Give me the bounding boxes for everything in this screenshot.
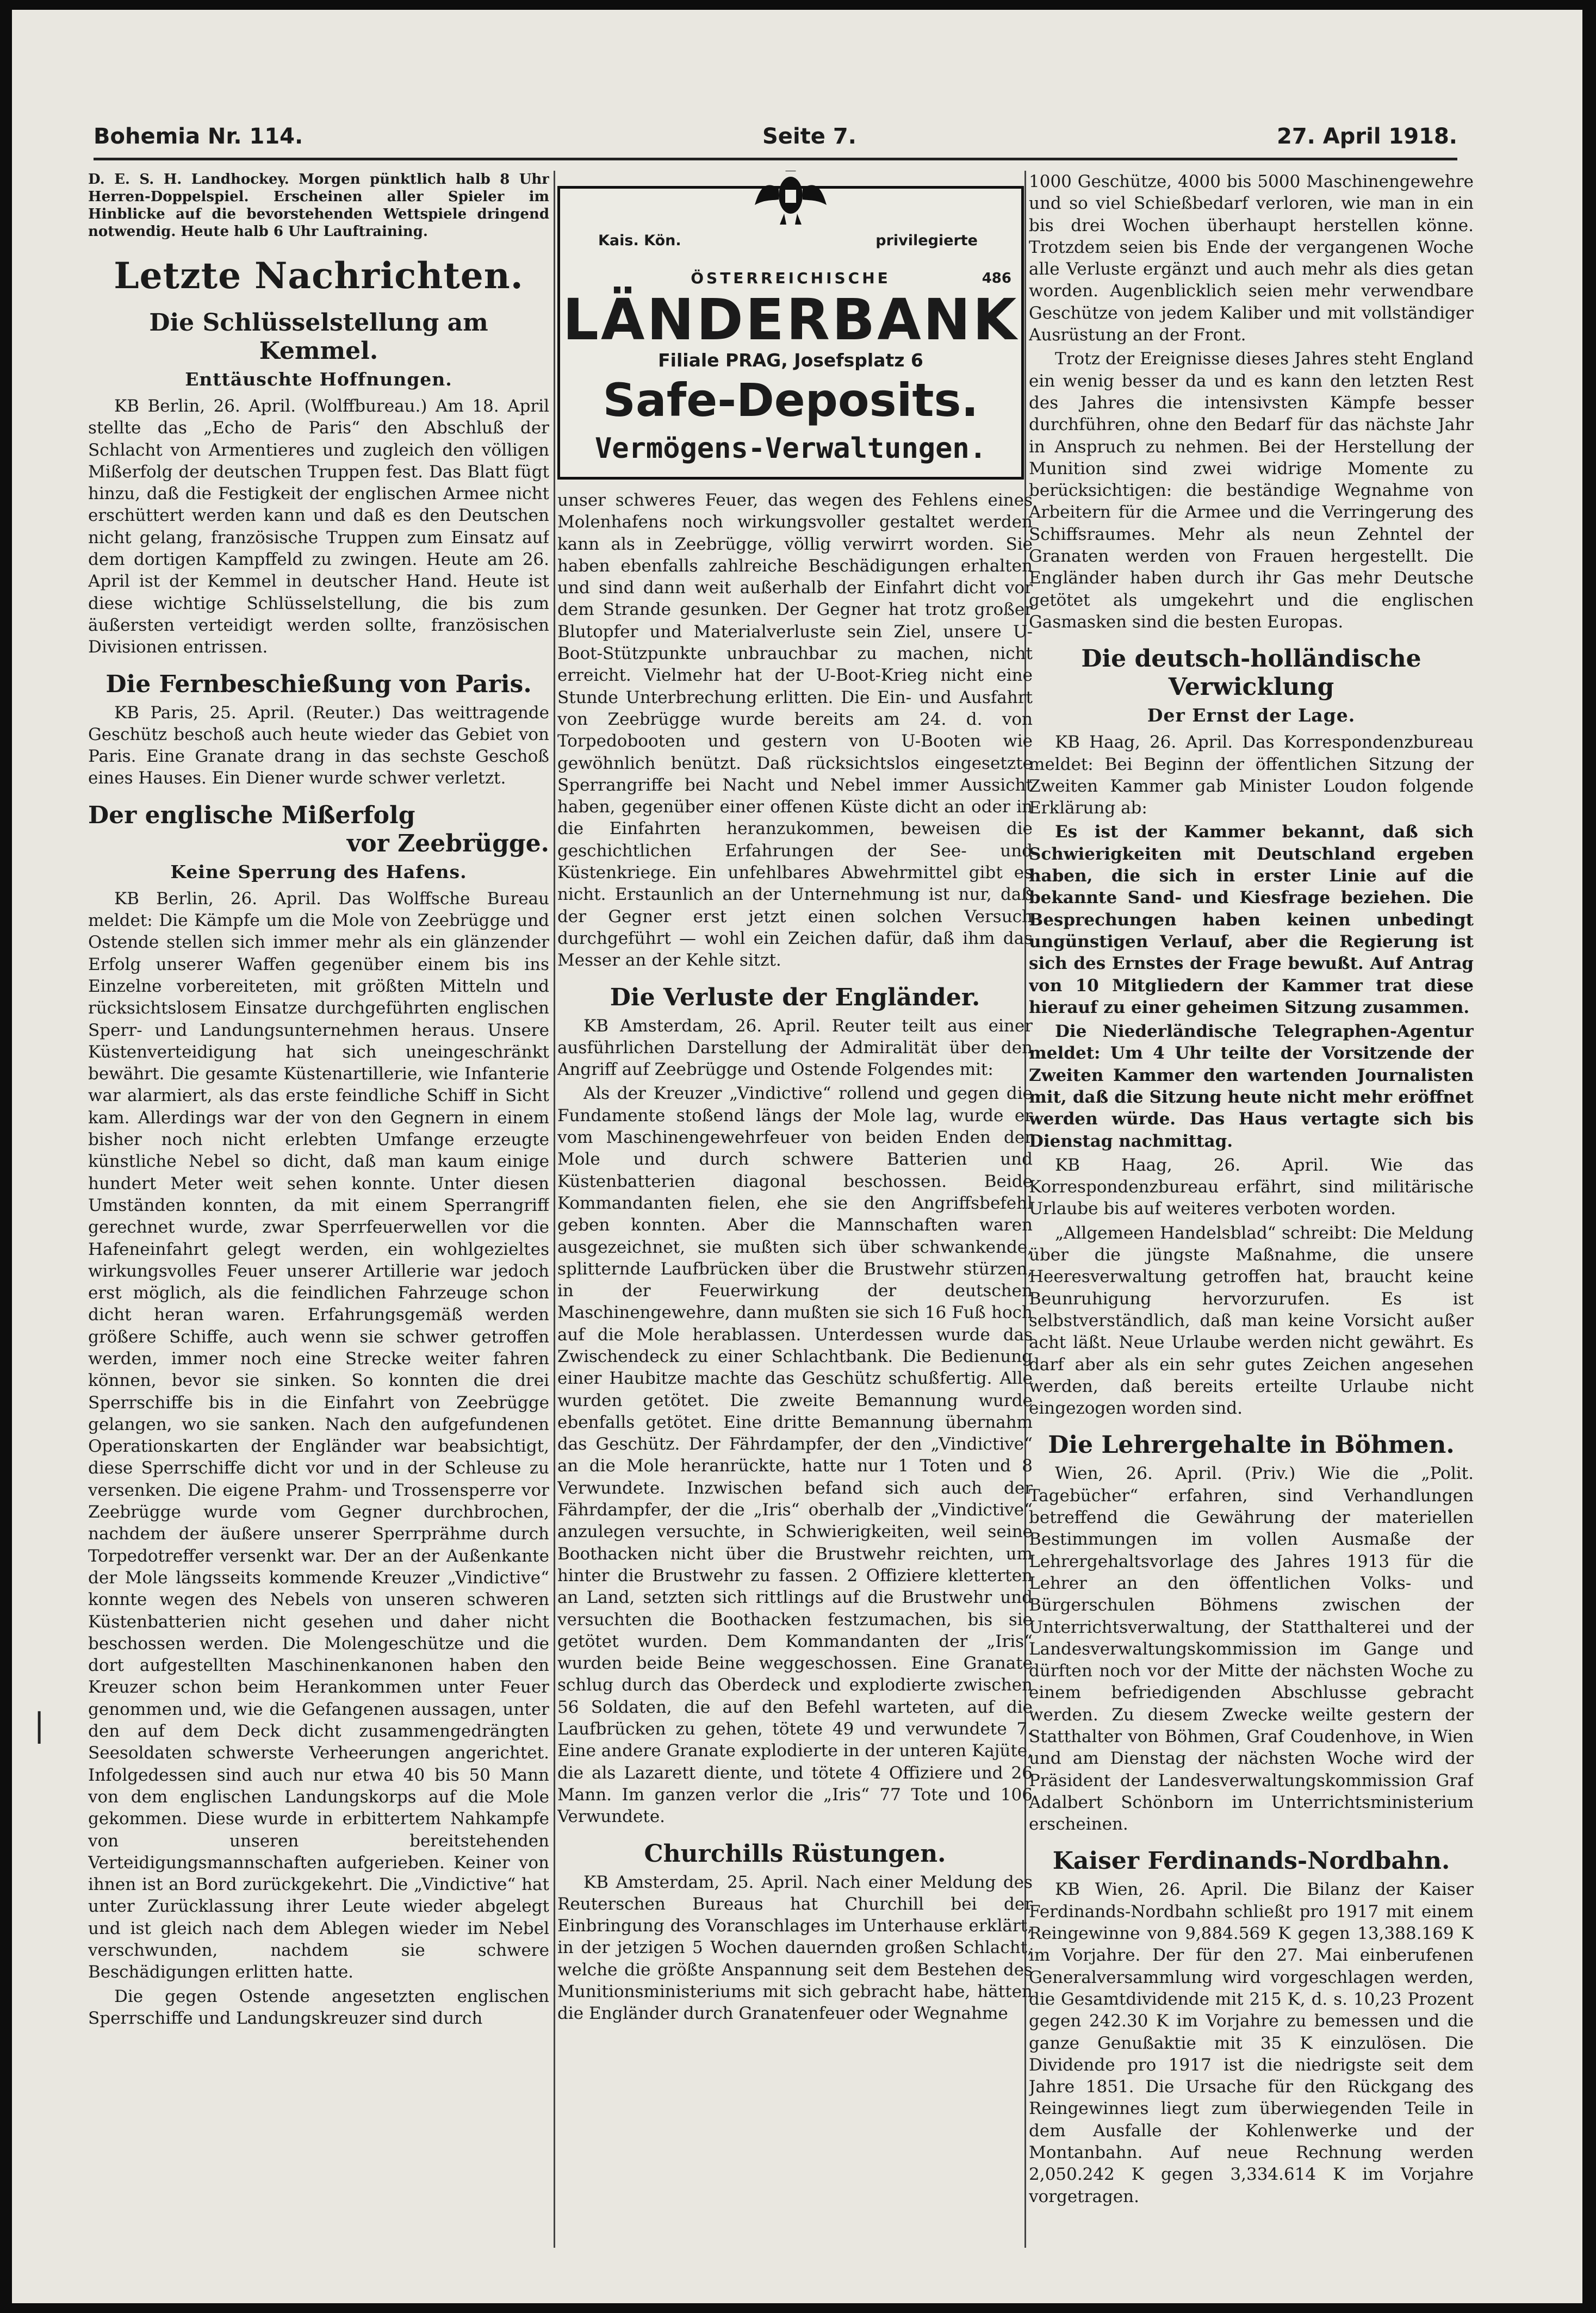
article-churchill: KB Amsterdam, 25. April. Nach einer Meldung des Reuterschen Bureaus hat Churchill bei der Einbringung des Voranschlages im Unterhause erklärt, in der jetzigen 5 Wochen dauernden großen Schlacht, welche die größte Anspannung seit dem Bestehen des Munitionsministeriums mit sich gebracht habe, hätten die Engländer durch Granatenfeuer oder Wegnahme (557, 1872, 1033, 2024)
article-teachers: Wien, 26. April. (Priv.) Wie die „Polit. Tagebücher“ erfahren, sind Verhandlungen betreffend die Gewährung der materiellen Bestimmungen im vollen Ausmaße der Lehrergehaltsvorlage des Jahres 1913 für die Lehrer an den öffentlichen Volks- und Bürgerschulen Böhmens zwischen der Unterrichtsverwaltung, der Statthalterei und der Landesverwaltungskommission im Gange und dürften noch vor der Mitte der nächsten Woche zu einem befriedigenden Abschlusse gebracht werden. Zu diesem Zwecke weilte gestern der Statthalter von Böhmen, Graf Coudenhove, in Wien und am Dienstag der nächsten Woche wird der Präsident der Landesverwaltungskommission Graf Adalbert Schönborn im Unterrichtsministerium erscheinen. (1029, 1464, 1474, 1835)
ad-royal-right: privilegierte (875, 232, 978, 249)
article-kemmel: KB Berlin, 26. April. (Wolffbureau.) Am 18. April stellte das „Echo de Paris“ den Abschluß der Schlacht von Armentieres und zugleich den völligen Mißerfolg der deutschen Truppen fest. Das Blatt fügt hinzu, daß die Festigkeit der englischen Armee nicht erschüttert werden kann und daß es den Deutschen nicht gelang, französische Truppen zum Einsatz auf dem dortigen Kampffeld zu zwingen. Heute am 26. April ist der Kemmel in deutscher Hand. Heute ist diese wichtige Schlüsselstellung, die bis zum äußersten verteidigt werden sollte, französischen Divisionen entrissen. (88, 396, 549, 657)
subhead-dutch: Der Ernst der Lage. (1147, 705, 1356, 726)
page-header (94, 119, 1457, 158)
headline-zeebrugge-1: Der englische Mißerfolg (88, 801, 415, 829)
article-dutch-2: Es ist der Kammer bekannt, daß sich Schwierigkeiten mit Deutschland ergeben haben, die sich in erster Linie auf die bekannte Sand- und Kiesfrage beziehen. Die Besprechungen haben keinen unbedingt ungünstigen Verlauf, aber die Regierung ist sich des Ernstes der Frage bewußt. Auf Antrag von 10 Mitgliedern der Kammer trat diese hierauf zu einer geheimen Sitzung zusammen. (1029, 822, 1474, 1017)
ad-number: 486 (982, 270, 1011, 287)
article-dutch-3: Die Niederländische Telegraphen-Agentur meldet: Um 4 Uhr teilte der Vorsitzende der Zweiten Kammer den wartenden Journalisten mit, daß die Sitzung heute nicht mehr eröffnet werden würde. Das Haus vertagte sich bis Dienstag nachmittag. (1029, 1022, 1474, 1151)
section-title: Letzte Nachrichten. (114, 254, 524, 297)
ad-royal-left: Kais. Kön. (598, 232, 681, 249)
headline-paris: Die Fernbeschießung von Paris. (105, 670, 532, 698)
headline-losses: Die Verluste der Engländer. (610, 983, 980, 1011)
ad-subtitle: ÖSTERREICHISCHE (691, 269, 891, 287)
imperial-eagle-icon (753, 171, 829, 227)
headline-teachers: Die Lehrergehalte in Böhmen. (1048, 1431, 1455, 1459)
sports-notice: D. E. S. H. Landhockey. Morgen pünktlich halb 8 Uhr Herren-Doppelspiel. Erscheinen aller Spieler im Hinblicke auf die bevorstehenden Wettspiele dringend notwendig. Heute halb 6 Uhr Lauftraining. (88, 171, 549, 240)
ad-bank-name: LÄNDERBANK (562, 287, 1019, 353)
issue-number: Bohemia Nr. 114. (94, 124, 303, 149)
subhead-zeebrugge: Keine Sperrung des Hafens. (170, 861, 467, 882)
article-dutch-4: KB Haag, 26. April. Wie das Korrespondenzbureau erfährt, sind militärische Urlaube bis auf weiteres verboten worden. (1029, 1155, 1474, 1219)
newspaper-page (12, 10, 1582, 2303)
subhead-kemmel: Enttäuschte Hoffnungen. (185, 369, 452, 390)
article-losses: Als der Kreuzer „Vindictive“ rollend und gegen die Fundamente stoßend längs der Mole lag, wurde er vom Maschinengewehrfeuer von beiden Enden der Mole und durch schwere Batterien und Küstenbatterien diagonal beschossen. Beide Kommandanten fielen, ehe sie den Angriffsbefehl geben konnten. Aber die Mannschaften waren ausgezeichnet, sie mußten sich über schwankende, splitternde Laufbrücken über die Brustwehr stürzen, in der Feuerwirkung der deutschen Maschinengewehre, dann mußten sie sich 16 Fuß hoch auf die Mole herablassen. Unterdessen wurde das Zwischendeck zu einer Schlachtbank. Die Bedienung einer Haubitze machte das Geschütz schußfertig. Alle wurden getötet. Die zweite Bemannung wurde ebenfalls getötet. Eine dritte Bemannung übernahm das Geschütz. Der Fährdampfer, der den „Vindictive“ an die Mole heranrückte, hatte nur 1 Toten und 8 Verwundete. Inzwischen befand sich auch der Fährdampfer, der die „Iris“ oberhalb der „Vindictive“ anzulegen versuchte, in Schwierigkeiten, weil seine Boothacken nicht über die Brustwehr reichten, um hinter die Brustwehr zu fassen. 2 Offiziere kletterten an Land, setzten sich rittlings auf die Brustwehr und versuchten die Boothacken festzumachen, bis sie getötet wurden. Dem Kommandanten der „Iris“ wurden beide Beine weggeschossen. Eine Granate schlug durch das Oberdeck und explodierte zwischen 56 Soldaten, die auf den Befehl warteten, auf die Laufbrücken zu gehen, tötete 49 und verwundete 7. Eine andere Granate explodierte in der unteren Kajüte, die als Lazarett diente, und tötete 4 Offiziere und 26 Mann. Im ganzen verlor die „Iris“ 77 Tote und 106 Verwundete. (557, 1084, 1033, 1827)
page-number: Seite 7. (762, 124, 856, 149)
column-divider-1 (554, 171, 555, 2248)
article-zeebrugge-cont2: unser schweres Feuer, das wegen des Fehlens eines Molenhafens noch wirkungsvoller gestaltet werden kann als in Zeebrügge, völlig verwirrt worden. Sie haben ebenfalls zahlreiche Beschädigungen erhalten und sind dann weit außerhalb der Einfahrt dicht vor dem Strande gesunken. Der Gegner hat trotz großer Blutopfer und Materialverluste sein Ziel, unsere U-Boot-Stützpunkte unbrauchbar zu machen, nicht erreicht. Vielmehr hat der U-Boot-Krieg nicht eine Stunde Unterbrechung erlitten. Die Ein- und Ausfahrt von Zeebrügge wurde bereits am 24. d. von Torpedobooten und gestern von U-Booten wie gewöhnlich benützt. Daß rücksichtslos eingesetzte Sperrangriffe bei Nacht und Nebel immer Aussicht haben, gegenüber einer offenen Küste dicht an oder in die Einfahrten heranzukommen, beweisen die geschichtlichen Erfahrungen der See- und Küstenkriege. Ein unfehlbares Abwehrmittel gibt es nicht. Erstaunlich an der Unternehmung ist nur, daß der Gegner erst jetzt einen solchen Versuch durchgeführt — wohl ein Zeichen dafür, daß ihm das Messer an der Kehle sitzt. (557, 490, 1033, 971)
issue-date: 27. April 1918. (1277, 124, 1457, 149)
headline-churchill: Churchills Rüstungen. (644, 1839, 946, 1868)
laenderbank-advertisement (557, 186, 1024, 480)
column-2 (557, 171, 1033, 2248)
article-zeebrugge-cont: Die gegen Ostende angesetzten englischen Sperrschiffe und Landungskreuzer sind durch (88, 1986, 549, 2028)
article-losses-intro: KB Amsterdam, 26. April. Reuter teilt aus einer ausführlichen Darstellung der Admiralität über den Angriff auf Zeebrügge und Ostende Folgendes mit: (557, 1016, 1033, 1080)
headline-dutch: Die deutsch-holländische Verwicklung (1081, 645, 1421, 701)
ad-safe-deposits: Safe-Deposits. (603, 374, 979, 427)
article-nordbahn: KB Wien, 26. April. Die Bilanz der Kaiser Ferdinands-Nordbahn schließt pro 1917 mit einem Reingewinne von 9,884.569 K gegen 13,388.169 K im Vorjahre. Der für den 27. Mai einberufenen Generalversammlung wird vorgeschlagen werden, die Gesamtdividende mit 215 K, d. s. 10,23 Prozent gegen 242.30 K im Vorjahre zu bemessen und die ganze Genußaktie mit 35 K einzulösen. Die Dividende pro 1917 ist die niedrigste seit dem Jahre 1851. Die Ursache für den Rückgang des Reingewinnes liegt zum überwiegenden Teile in dem Ausfalle der Kohlenwerke und der Montanbahn. Auf neue Rechnung werden 2,050.242 K gegen 3,334.614 K im Vorjahre vorgetragen. (1029, 1880, 1474, 2206)
ad-asset-management: Vermögens-Verwaltungen. (594, 432, 987, 465)
headline-nordbahn: Kaiser Ferdinands-Nordbahn. (1052, 1847, 1450, 1875)
header-rule (94, 158, 1457, 160)
article-dutch-1: KB Haag, 26. April. Das Korrespondenzbureau meldet: Bei Beginn der öffentlichen Sitzung der Zweiten Kammer gab Minister Loudon folgende Erklärung ab: (1029, 732, 1474, 818)
binding-mark: | (34, 1706, 45, 1744)
article-zeebrugge: KB Berlin, 26. April. Das Wolffsche Bureau meldet: Die Kämpfe um die Mole von Zeebrügge und Ostende stellen sich immer mehr als ein glänzender Erfolg unserer Waffen gegenüber einem bis ins Einzelne vorbereiteten, mit größten Mitteln und rücksichtslosem Einsatze durchgeführten englischen Sperr- und Landungsunternehmen heraus. Unsere Küstenverteidigung hat sich uneingeschränkt bewährt. Die gesamte Küstenartillerie, wie Infanterie war alarmiert, als das erste feindliche Schiff in Sicht kam. Allerdings war der von den Gegnern in einem bisher noch nicht erlebten Umfange erzeugte künstliche Nebel so dicht, daß man kaum einige hundert Meter weit sehen konnte. Unter diesen Umständen konnten, da mit einem Sperrangriff gerechnet wurde, zwar Sperrfeuerwellen vor die Hafeneinfahrt gelegt werden, ein wohlgezieltes wirkungsvolles Feuer unserer Artillerie war jedoch erst möglich, als die feindlichen Fahrzeuge schon dicht heran waren. Erfahrungsgemäß werden größere Schiffe, auch wenn sie schwer getroffen werden, immer noch eine Strecke weiter fahren können, bevor sie sinken. So konnten die drei Sperrschiffe bis in die Einfahrt von Zeebrügge gelangen, wo sie sanken. Nach den aufgefundenen Operationskarten der Engländer war beabsichtigt, diese Sperrschiffe dicht vor und in der Schleuse zu versenken. Die eigene Prahm- und Trossensperre vor Zeebrügge wurde vom Gegner durchbrochen, nachdem der äußere unserer Sperrprähme durch Torpedotreffer versenkt war. Der an der Außenkante der Mole längsseits kommende Kreuzer „Vindictive“ konnte wegen des Nebels von unseren schweren Küstenbatterien nicht gesehen und daher nicht beschossen werden. Die Molengeschütze und die dort aufgestellten Maschinenkanonen haben den Kreuzer schon beim Herankommen unter Feuer genommen und, wie die Gefangenen aussagen, unter den auf dem Deck dicht zusammengedrängten Seesoldaten schwerste Verheerungen angerichtet. Infolgedessen sind auch nur etwa 40 bis 50 Mann von dem englischen Landungskorps auf die Mole gekommen. Diese wurde in erbittertem Nahkampfe von unseren bereitstehenden Verteidigungsmannschaften aufgerieben. Keiner von ihnen ist an Bord zurückgekehrt. Die „Vindictive“ hat unter Zurücklassung ihrer Leute wieder abgelegt und ist gleich nach dem Ablegen wieder im Nebel verschwunden, nachdem sie schwere Beschädigungen erlitten hatte. (88, 888, 549, 1982)
article-dutch-5: „Allgemeen Handelsblad“ schreibt: Die Meldung über die jüngste Maßnahme, die unsere Heeresverwaltung getroffen hat, braucht keine Beunruhigung hervorzurufen. Es ist selbstverständlich, daß man keine Vorsicht außer acht läßt. Neue Urlaube werden nicht gewährt. Es darf aber als ein sehr gutes Zeichen angesehen werden, daß bereits erteilte Urlaube nicht eingezogen worden sind. (1029, 1223, 1474, 1419)
article-churchill-cont: 1000 Geschütze, 4000 bis 5000 Maschinengewehre und so viel Schießbedarf verloren, wie man in ein bis drei Wochen überhaupt herstellen könne. Trotzdem seien bis Ende der vergangenen Woche alle Verluste ergänzt und auch mehr als dies getan worden. Augenblicklich seien mehr verwendbare Geschütze von jedem Kaliber und mit vollständiger Ausrüstung an der Front. (1029, 172, 1474, 345)
article-churchill-cont2: Trotz der Ereignisse dieses Jahres steht England ein wenig besser da und es kann den letzten Rest des Jahres die intensivsten Kämpfe besser durchführen, ohne den Bedarf für das nächste Jahr in Anspruch zu nehmen. Bei der Herstellung der Munition sind zwei widrige Momente zu berücksichtigen: die beständige Wegnahme von Arbeitern für die Armee und die Verringerung des Schiffsraumes. Mehr als neun Zehntel der Granaten werden von Frauen hergestellt. Die Engländer haben durch ihr Gas mehr Deutsche getötet als umgekehrt und die englischen Gasmasken sind die besten Europas. (1029, 349, 1474, 632)
ad-address: Filiale PRAG, Josefsplatz 6 (658, 350, 923, 371)
column-3 (1029, 171, 1474, 2248)
headline-kemmel: Die Schlüsselstellung am Kemmel. (149, 309, 488, 365)
column-1 (88, 171, 549, 2248)
headline-zeebrugge-2: vor Zeebrügge. (346, 829, 549, 857)
article-paris: KB Paris, 25. April. (Reuter.) Das weittragende Geschütz beschoß auch heute wieder das Gebiet von Paris. Eine Granate drang in das sechste Geschoß eines Hauses. Ein Diener wurde schwer verletzt. (88, 702, 549, 788)
